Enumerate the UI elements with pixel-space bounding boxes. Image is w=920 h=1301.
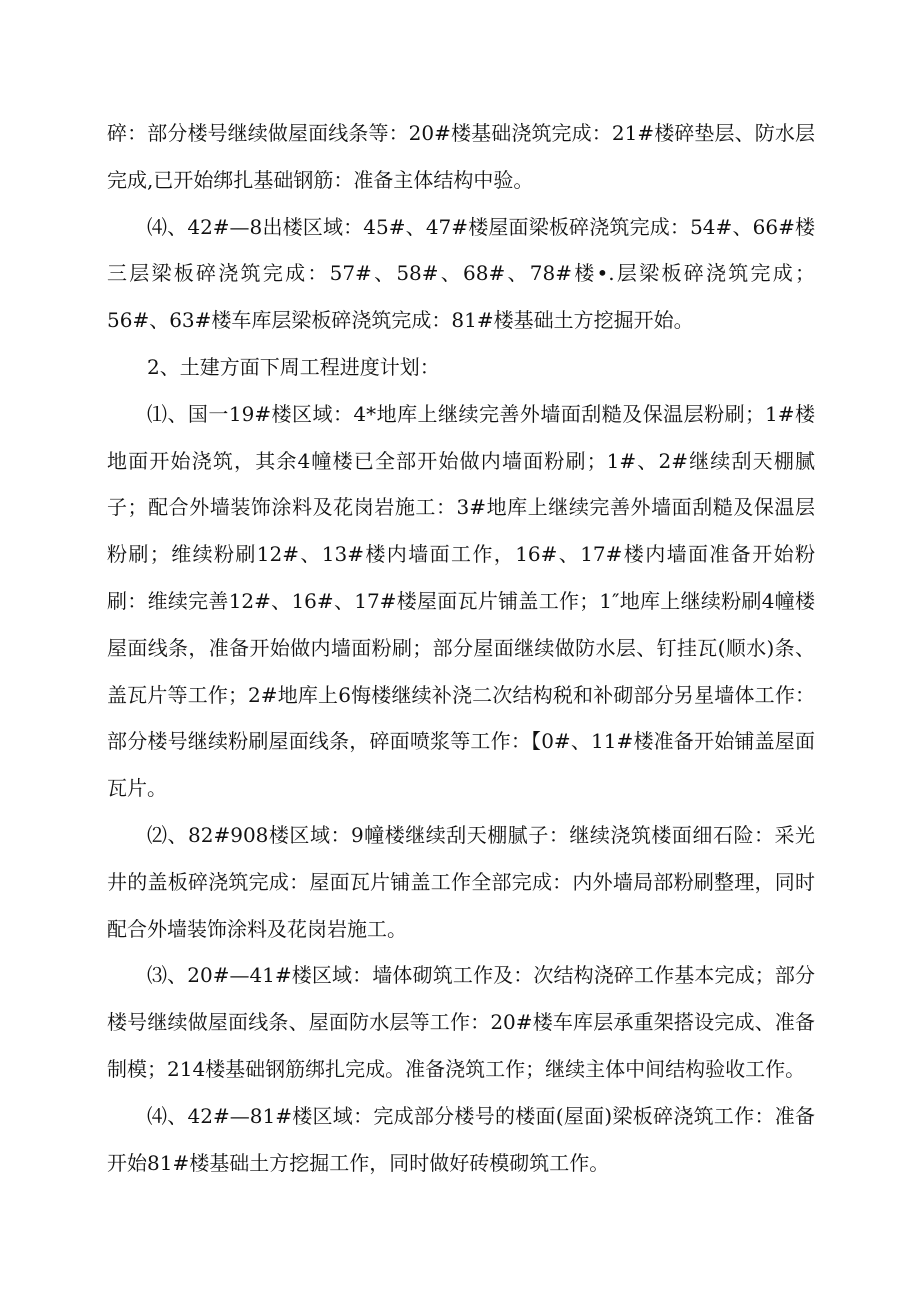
paragraph-continuation: 碎：部分楼号继续做屋面线条等：20#楼基础浇筑完成：21#楼碎垫层、防水层完成,已开始绑扎基础钢筋：准备主体结构中验。 bbox=[107, 121, 815, 192]
paragraph-plan-area-3: ⑶、20#—41#楼区域：墙体砌筑工作及：次结构浇碎工作基本完成；部分楼号继续做屋面线条、屋面防水层等工作：20#楼车库层承重架搭设完成、准备制模；214楼基础钢筋绑扎完成。准备浇筑工作；继续主体中间结构验收工作。 bbox=[107, 963, 815, 1081]
paragraph-plan-area-1: ⑴、国一19#楼区域：4*地库上继续完善外墙面刮糙及保温层粉刷；1#楼地面开始浇筑，其余4幢楼已全部开始做内墙面粉刷；1#、2#继续刮天棚腻子；配合外墙装饰涂料及花岗岩施工：3#地库上继续完善外墙面刮糙及保温层粉刷；维续粉刷12#、13#楼内墙面工作，16#、17#楼内墙面准备开始粉刷：维续完善12#、16#、17#楼屋面瓦片铺盖工作；1″地库上继续粉刷4幢楼屋面线条，准备开始做内墙面粉刷；部分屋面继续做防水层、钉挂瓦(顺水)条、盖瓦片等工作；2#地库上6悔楼继续补浇二次结构税和补砌部分另星墙体工作：部分楼号继续粉刷屋面线条，碎面喷浆等工作：【0#、11#楼准备开始铺盖屋面瓦片。 bbox=[107, 401, 815, 801]
section-heading-next-week-plan: 2、土建方面下周工程进度计划： bbox=[147, 354, 440, 379]
paragraph-area-42-report: ⑷、42#—8出楼区域：45#、47#楼屋面梁板碎浇筑完成：54#、66#楼三层梁板碎浇筑完成：57#、58#、68#、78#楼•.层梁板碎浇筑完成；56#、63#楼车库层梁板碎浇筑完成：81#楼基础土方挖掘开始。 bbox=[107, 214, 815, 333]
paragraph-plan-area-2: ⑵、82#908楼区域：9幢楼继续刮天棚腻子：继续浇筑楼面细石险：采光井的盖板碎浇筑完成：屋面瓦片铺盖工作全部完成：内外墙局部粉刷整理，同时配合外墙装饰涂料及花岗岩施工。 bbox=[107, 822, 815, 941]
document-body bbox=[107, 110, 815, 1186]
paragraph-plan-area-4: ⑷、42#—81#楼区域：完成部分楼号的楼面(屋面)梁板碎浇筑工作：准备开始81#楼基础土方挖掘工作，同时做好砖模砌筑工作。 bbox=[107, 1103, 815, 1175]
